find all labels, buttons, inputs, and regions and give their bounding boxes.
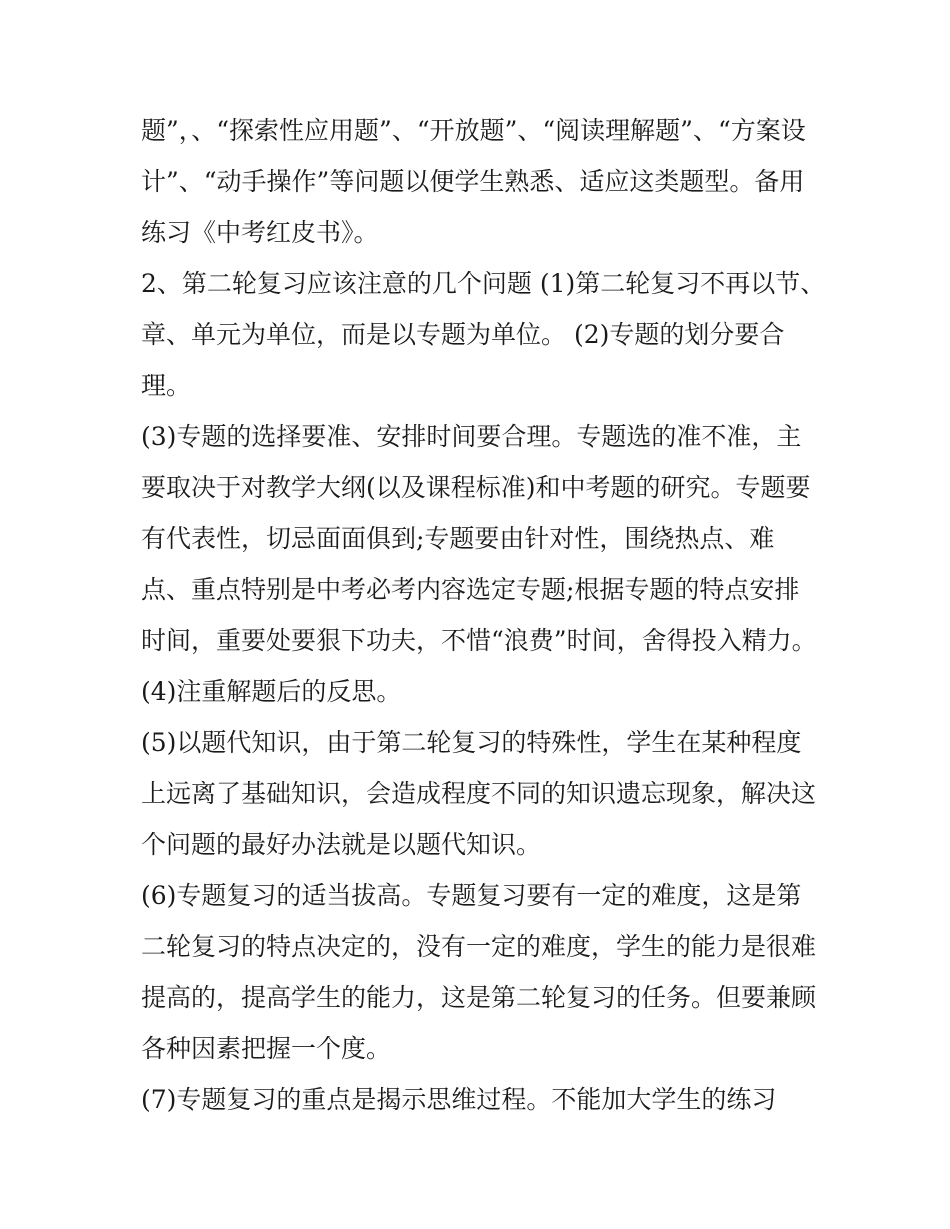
text-line: 题”，、“探索性应用题”、“开放题”、“阅读理解题”、“方案设: [141, 116, 806, 145]
text-line: 二轮复习的特点决定的，没有一定的难度，学生的能力是很难: [141, 932, 817, 961]
text-line: 2、第二轮复习应该注意的几个问题 (1)第二轮复习不再以节、: [141, 269, 826, 298]
text-line: 点、重点特别是中考必考内容选定专题;根据专题的特点安排: [141, 575, 800, 604]
text-line: 计”、“动手操作”等问题以便学生熟悉、适应这类题型。备用: [141, 167, 805, 196]
text-line: 有代表性，切忌面面俱到;专题要由针对性，围绕热点、难: [141, 524, 775, 553]
text-line: (5)以题代知识，由于第二轮复习的特殊性，学生在某种程度: [141, 728, 802, 757]
text-line: 要取决于对教学大纲(以及课程标准)和中考题的研究。专题要: [141, 473, 811, 502]
text-line: (4)注重解题后的反思。: [141, 677, 402, 706]
text-line: (7)专题复习的重点是揭示思维过程。不能加大学生的练习: [141, 1085, 777, 1114]
text-line: 练习《中考红皮书》。: [141, 218, 379, 247]
text-line: (3)专题的选择要准、安排时间要合理。专题选的准不准，主: [141, 422, 802, 451]
text-line: 理。: [141, 371, 192, 400]
document-body: [141, 105, 826, 1125]
text-line: 提高的，提高学生的能力，这是第二轮复习的任务。但要兼顾: [141, 983, 817, 1012]
text-line: 各种因素把握一个度。: [141, 1034, 392, 1063]
text-line: 个问题的最好办法就是以题代知识。: [141, 830, 542, 859]
text-line: (6)专题复习的适当拔高。专题复习要有一定的难度，这是第: [141, 881, 802, 910]
text-line: 时间，重要处要狠下功夫，不惜“浪费”时间，舍得投入精力。: [141, 626, 817, 655]
text-line: 上远离了基础知识，会造成程度不同的知识遗忘现象，解决这: [141, 779, 817, 808]
text-line: 章、单元为单位，而是以专题为单位。 (2)专题的划分要合: [141, 320, 785, 349]
